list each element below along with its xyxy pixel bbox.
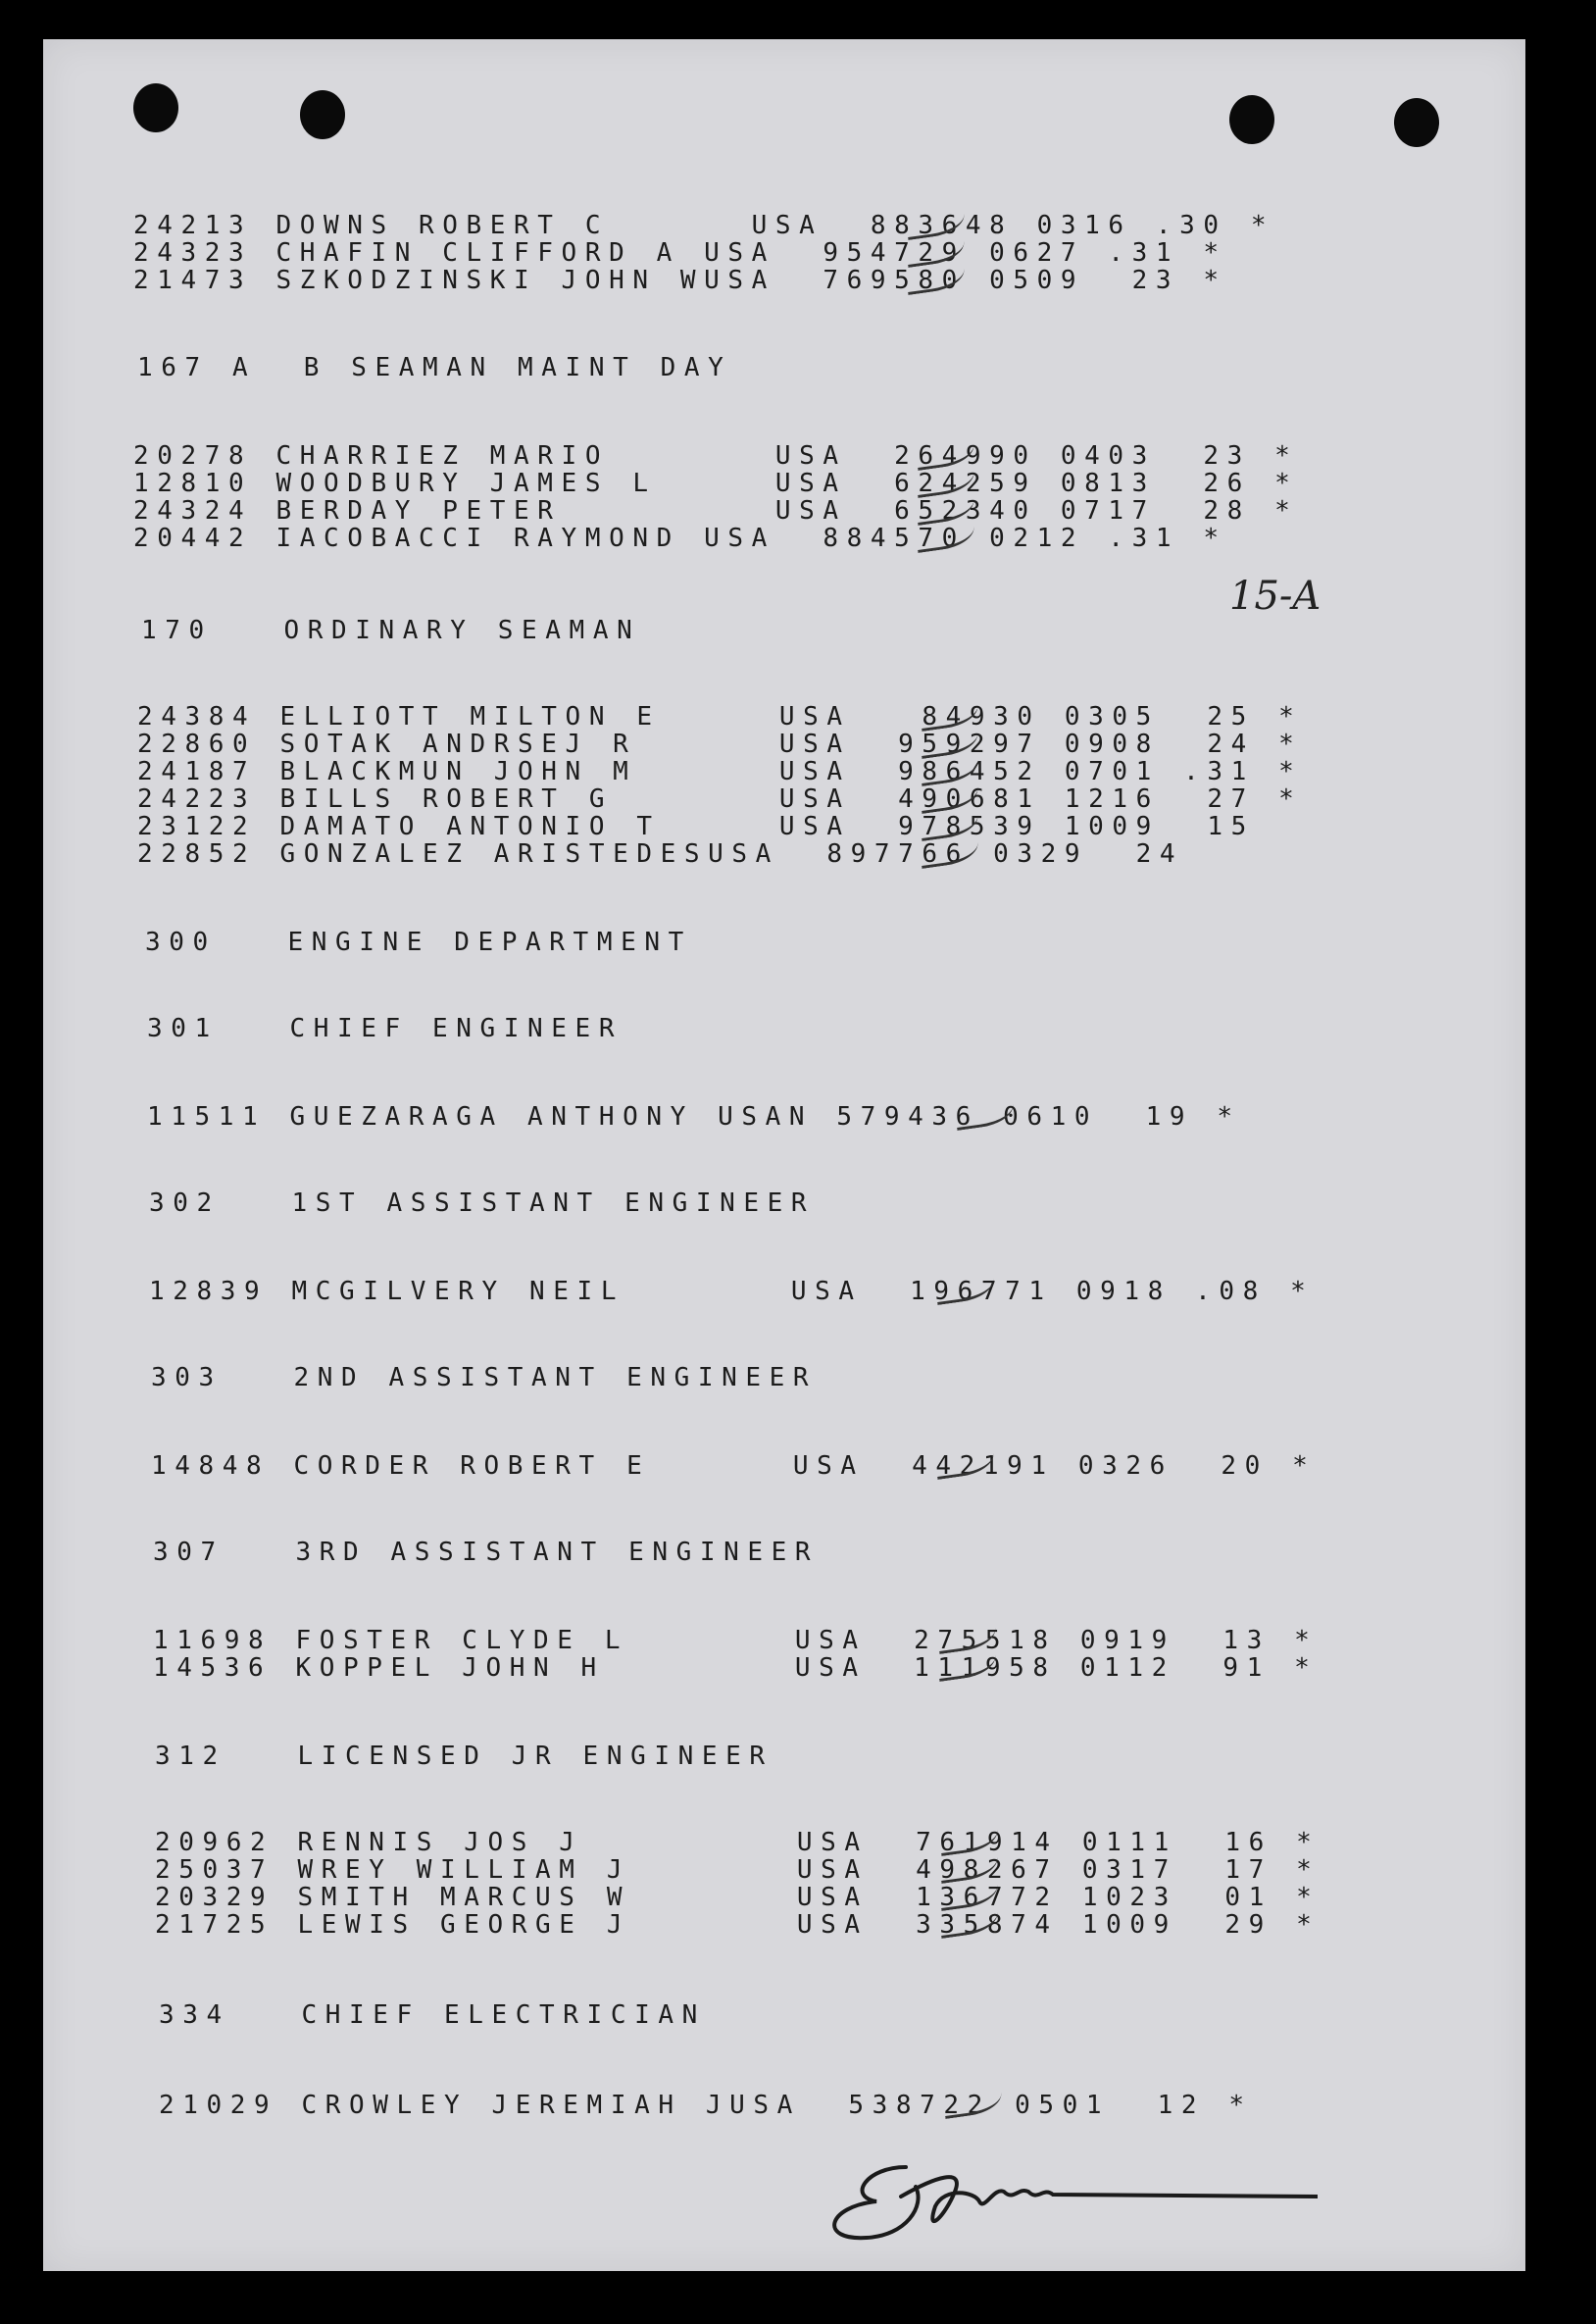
record-row: 11511 GUEZARAGA ANTHONY USAN 579436 0610 19 * [147, 1102, 1241, 1132]
signature [808, 2147, 1318, 2255]
section-heading: 303 2ND ASSISTANT ENGINEER [151, 1363, 818, 1392]
record-row: 11698 FOSTER CLYDE L USA 275518 0919 13 * [153, 1626, 1319, 1655]
punch-hole [300, 90, 345, 139]
section-heading: 334 CHIEF ELECTRICIAN [159, 2000, 706, 2030]
section-heading: 307 3RD ASSISTANT ENGINEER [153, 1538, 820, 1567]
record-row: 24213 DOWNS ROBERT C USA 883648 0316 .30 * [133, 211, 1275, 240]
record-row: 12839 MCGILVERY NEIL USA 196771 0918 .08 * [149, 1277, 1315, 1306]
section-heading: 167 A B SEAMAN MAINT DAY [137, 353, 732, 382]
record-row: 14848 CORDER ROBERT E USA 442191 0326 20 * [151, 1451, 1317, 1481]
record-row: 21725 LEWIS GEORGE J USA 335874 1009 29 * [155, 1910, 1321, 1940]
record-row: 12810 WOODBURY JAMES L USA 624259 0813 26 * [133, 469, 1299, 498]
section-heading: 170 ORDINARY SEAMAN [141, 616, 641, 645]
punch-hole [1394, 98, 1439, 147]
document-page [43, 39, 1525, 2271]
record-row: 24223 BILLS ROBERT G USA 490681 1216 27 * [137, 784, 1303, 814]
record-row: 22860 SOTAK ANDRSEJ R USA 959297 0908 24 * [137, 730, 1303, 759]
punch-hole [133, 83, 178, 132]
record-row: 24324 BERDAY PETER USA 652340 0717 28 * [133, 496, 1299, 526]
record-row: 20442 IACOBACCI RAYMOND USA 884570 0212 .31 * [133, 524, 1227, 553]
record-row: 25037 WREY WILLIAM J USA 498267 0317 17 * [155, 1855, 1321, 1885]
record-row: 21029 CROWLEY JEREMIAH JUSA 538722 0501 12 * [159, 2091, 1253, 2120]
record-row: 20962 RENNIS JOS J USA 761914 0111 16 * [155, 1828, 1321, 1857]
record-row: 20329 SMITH MARCUS W USA 136772 1023 01 * [155, 1883, 1321, 1912]
section-heading: 302 1ST ASSISTANT ENGINEER [149, 1188, 816, 1218]
punch-hole [1229, 95, 1274, 144]
record-row: 23122 DAMATO ANTONIO T USA 978539 1009 15 [137, 812, 1255, 841]
section-heading: 312 LICENSED JR ENGINEER [155, 1742, 773, 1771]
record-row: 24187 BLACKMUN JOHN M USA 986452 0701 .31 * [137, 757, 1303, 786]
record-row: 14536 KOPPEL JOHN H USA 111958 0112 91 * [153, 1653, 1319, 1683]
record-row: 24323 CHAFIN CLIFFORD A USA 954729 0627 .31 * [133, 238, 1227, 268]
handwritten-note: 15-A [1229, 574, 1322, 619]
record-row: 24384 ELLIOTT MILTON E USA 84930 0305 25 * [137, 702, 1303, 732]
record-row: 22852 GONZALEZ ARISTEDESUSA 897766 0329 24 [137, 839, 1184, 869]
section-heading: 301 CHIEF ENGINEER [147, 1014, 623, 1043]
record-row: 21473 SZKODZINSKI JOHN WUSA 769580 0509 23 * [133, 266, 1227, 295]
record-row: 20278 CHARRIEZ MARIO USA 264990 0403 23 * [133, 441, 1299, 471]
section-heading: 300 ENGINE DEPARTMENT [145, 928, 692, 957]
